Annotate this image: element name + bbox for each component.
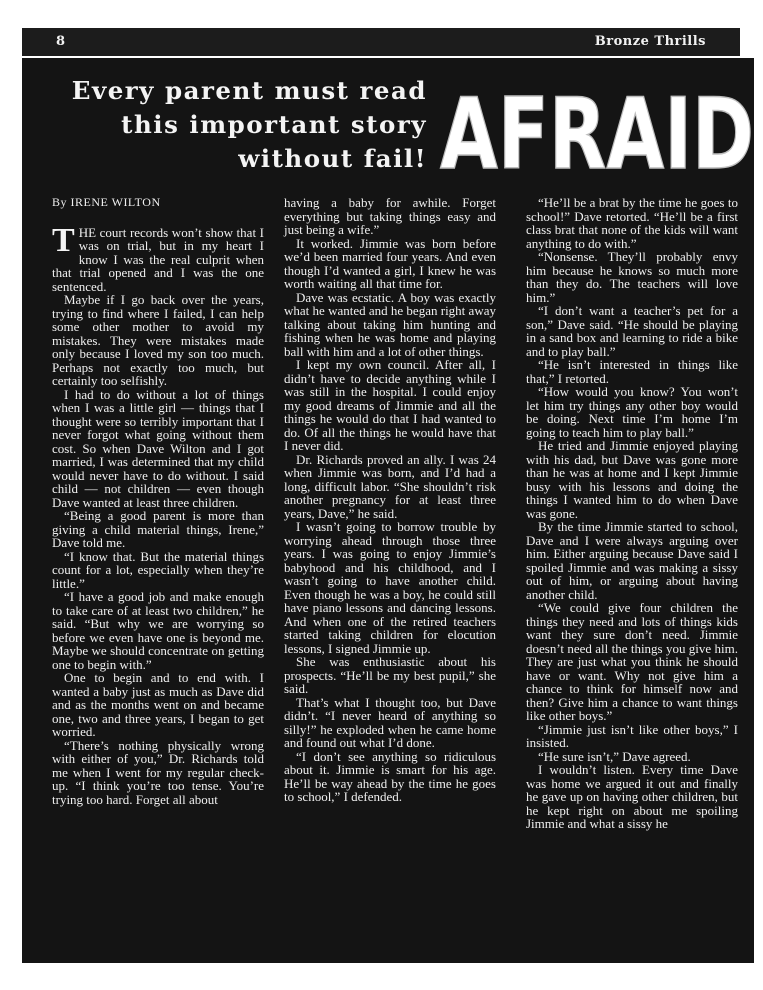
column-2	[284, 196, 496, 804]
paragraph: “I don’t see anything so ridiculous about it. Jimmie is smart for his age. He’ll be way ahead by the time he goes to school,” I defended.	[284, 748, 496, 804]
paragraph: I kept my own council. After all, I didn’t have to decide anything while I was still in the hospital. I could enjoy my good dreams of Jimmie and all the things he would do that I had wanted to do. Of all the things he would have that I never did.	[284, 357, 496, 453]
paragraph: “I don’t want a teacher’s pet for a son,” Dave said. “He should be playing in a sand box and learning to ride a bike and to play ball.”	[526, 303, 738, 359]
paragraph: I had to do without a lot of things when I was a little girl — things that I thought were so terribly important that I never forgot what going without them cost. So when Dave Wilton and I got married, I was determined that my child would never have to do without. I said child — not children — even though Dave wanted at least three children.	[52, 386, 264, 510]
story-banner	[22, 58, 754, 180]
paragraph: By the time Jimmie started to school, Dave and I were always arguing over him. Either arguing because Dave said I spoiled Jimmie and was making a sissy out of him, or arguing about having another child.	[526, 519, 738, 602]
story-title-text: AFRAID	[440, 78, 754, 174]
story-title	[438, 76, 758, 174]
paragraph: “We could give four children the things they need and lots of things kids want they sure don’t need. Jimmie doesn’t need all the things you give him. They are just what you think he should have or want. Why not give him a chance to think for himself now and then? Give him a chance to want things like other boys.”	[526, 600, 738, 723]
paragraph: having a baby for awhile. Forget everything but taking things easy and just being a wife.”	[284, 195, 496, 237]
byline: By IRENE WILTON	[52, 195, 161, 209]
paragraph: “There’s nothing physically wrong with either of you,” Dr. Richards told me when I went for my regular check-up. “I think you’re too tense. You’re trying too hard. Forget all about	[52, 737, 264, 807]
paragraph-text: HE court records won’t show that I was on trial, but in my heart I know I was the real culprit when that trial opened and I was the one sentenced.	[52, 224, 264, 294]
headline-line: without fail!	[238, 144, 427, 173]
page-number: 8	[56, 34, 66, 49]
headline-line: this important story	[121, 110, 427, 139]
paragraph: “He sure isn’t,” Dave agreed.	[538, 748, 691, 764]
paragraph	[52, 221, 264, 294]
paragraph: Dr. Richards proved an ally. I was 24 when Jimmie was born, and I’d had a long, difficult labor. “She shouldn’t risk another pregnancy for at least three years, Dave,” he said.	[284, 451, 496, 521]
headline-line: Every parent must read	[71, 76, 427, 105]
paragraph: One to begin and to end with. I wanted a baby just as much as Dave did and as the months went on and became one, two and three years, I began to get worried.	[52, 670, 264, 739]
paragraph: She was enthusiastic about his prospects. “He’ll be my best pupil,” she said.	[284, 654, 496, 696]
paragraph: “He’ll be a brat by the time he goes to school!” Dave retorted. “He’ll be a first class brat that none of the kids will want anything to do with.”	[526, 195, 738, 251]
paragraph: “I know that. But the material things count for a lot, especially when they’re little.”	[52, 548, 264, 591]
column-3	[526, 196, 738, 831]
paragraph: That’s what I thought too, but Dave didn’t. “I never heard of anything so silly!” he exploded when he came home and found out what I’d done.	[284, 694, 496, 750]
story-panel	[22, 58, 754, 963]
paragraph: “Jimmie just isn’t like other boys,” I insisted.	[526, 721, 738, 750]
column-1	[52, 196, 264, 806]
paragraph: “He isn’t interested in things like that,” I retorted.	[526, 357, 738, 386]
paragraph: It worked. Jimmie was born before we’d been married four years. And even though I’d wanted a girl, I knew he was worth waiting all that time for.	[284, 235, 496, 291]
paragraph: “How would you know? You won’t let him try things any other boy would be doing. Next time I’m home I’m going to teach him to play ball.”	[526, 384, 738, 440]
page-header	[22, 28, 740, 56]
drop-cap: T	[52, 221, 75, 259]
paragraph: He tried and Jimmie enjoyed playing with his dad, but Dave was gone more than he was at home and I kept Jimmie busy with his lessons and doing the things I wanted him to do when Dave was gone.	[526, 438, 738, 521]
paragraph: I wasn’t going to borrow trouble by worrying ahead through those three years. I was going to enjoy Jimmie’s babyhood and his childhood, and I wasn’t going to have another child. Even though he was a boy, he could still have piano lessons and dancing lessons. And when one of the retired teachers started taking children for elocution lessons, I signed Jimmie up.	[284, 519, 496, 656]
paragraph: Maybe if I go back over the years, trying to find where I failed, I can help some other mother to avoid my mistakes. They were mistakes made only because I loved my son too much. Perhaps not exactly too much, but certainly too selfishly.	[52, 292, 264, 388]
paragraph: Dave was ecstatic. A boy was exactly what he wanted and he began right away talking about taking him hunting and fishing when he was home and playing ball with him and a lot of other things.	[284, 289, 496, 359]
paragraph: “Being a good parent is more than giving a child material things, Irene,” Dave told me.	[52, 508, 264, 550]
magazine-name: Bronze Thrills	[594, 34, 706, 49]
article-body	[52, 196, 738, 956]
paragraph: “I have a good job and make enough to take care of at least two children,” he said. “But why we are worrying so before we even have one is beyond me. Maybe we should concentrate on getting one to begin with.”	[52, 589, 264, 672]
headline	[32, 74, 427, 176]
paragraph: I wouldn’t listen. Every time Dave was home we argued it out and finally he gave up on having other children, but he kept right on about me spoiling Jimmie and what a sissy he	[526, 762, 738, 831]
paragraph: “Nonsense. They’ll probably envy him because he knows so much more than they do. The teachers will love him.”	[526, 249, 738, 305]
